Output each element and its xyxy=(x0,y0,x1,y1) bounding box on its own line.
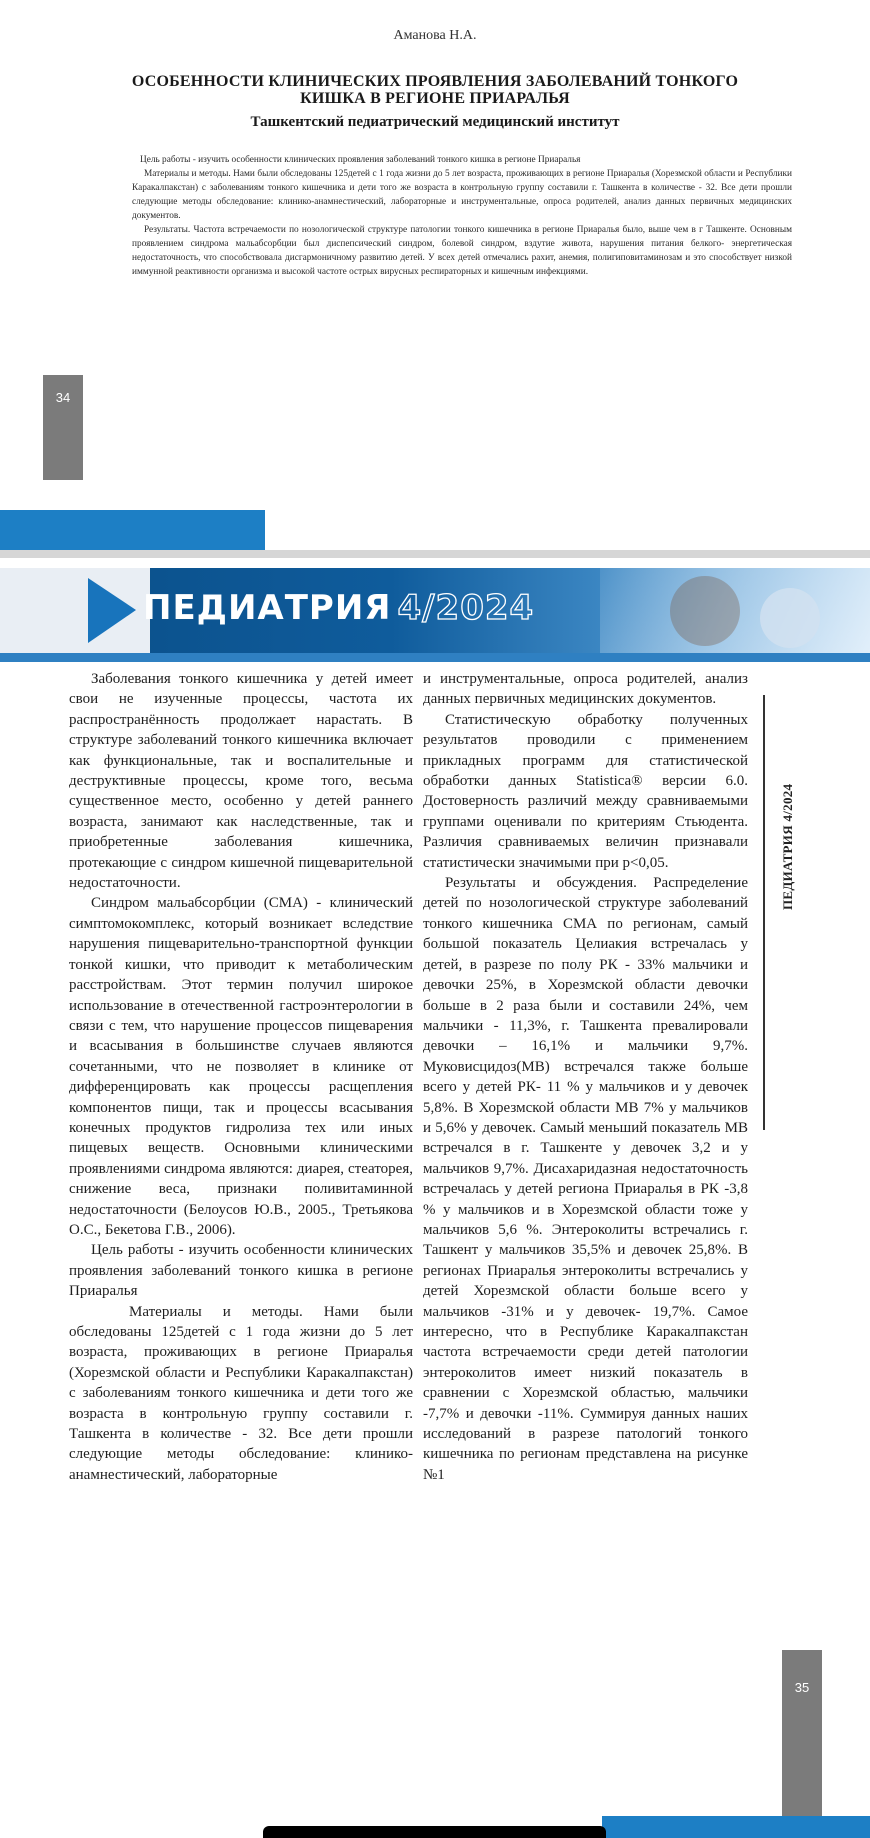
home-indicator[interactable] xyxy=(263,1826,606,1838)
side-rule xyxy=(763,695,765,1130)
paragraph: Заболевания тонкого кишечника у детей имеет свои не изученные процессы, частота их распространённость продолжает нарастать. В структуре заболеваний тонкого кишечника включает как функциональные, так и воспалительные и деструктивные процессы, кроме того, весьма существенное место, особенно у детей раннего возраста, занимают как наследственные, так и приобретенные заболевания кишечника, протекающие с синдром кишечной пищеварительной недостаточности. xyxy=(69,671,413,892)
page-number-right: 35 xyxy=(794,1680,810,1695)
abstract-goal: Цель работы - изучить особенности клинических проявления заболеваний тонкого кишка в регионе Приаралья xyxy=(140,155,581,165)
paragraph: Результаты и обсуждения. Распределение детей по нозологической структуре заболеваний тонкого кишечника СМА по регионам, самый большой показатель Целиакия встречалась у детей, в разрезе по полу РК - 33% мальчики и девочки 25%, в Хорезмской области девочки больше в 2 раза были и составили 24%, чем мальчики - 11,3%, г. Ташкента превалировали девочки – 16,1% и мальчики 9,7%. Муковисцидоз(МВ) встречался также больше всего у детей РК- 11 % у мальчиков и у девочек 5,8%. В Хорезмской области МВ 7% у мальчиков и 5,6% у девочек. Самый меньший показатель МВ встречался в г. Ташкенте у девочек 3,2 и у мальчиков 9,7%. Дисахаридазная недостаточность встречалась у детей региона Приаралья в РК -3,8 % у мальчиков и в Хорезмской области тоже у мальчиков 5,6 %. Энтероколиты встречались г. Ташкент у мальчиков 35,5% и девочек 25,8%. В регионах Приаралья энтероколиты встречались у детей Хорезмской области больше всего у мальчиков -31% и у девочек- 19,7%. Самое интересно, что в Республике Каракалпакстан частота встречаемости среди детей патологии энтероколитов имеет низкий показатель в сравнении с Хорезмской областью, мальчики -7,7% и девочки -11%. Суммируя данных наших исследований в разрезе патологий тонкого кишечника по регионам представлена на рисунке №1 xyxy=(423,875,748,1483)
paragraph: Синдром мальабсорбции (СМА) - клинический симптомокомплекс, который возникает вследствие нарушения пищеварительно-транспортной функции тонкой кишки, что приводит к метаболическим расстройствам. Этот термин получил широкое использование в отечественной гастроэнтерологии в связи с тем, что нарушение процессов пищеварения и всасывания в большинстве случаев являются сочетанными, что не позволяет в клинике от дифференцировать как процессы расщепления компонентов пищи, так и процессы всасывания конечных продуктов гидролиза тех или иных пищевых веществ. Основными клиническими проявлениями синдрома являются: диарея, стеаторея, снижение веса, признаки поливитаминной недостаточности (Белоусов Ю.В., 2005., Третьякова О.С., Бекетова Г.В., 2006). xyxy=(69,895,413,1238)
page-divider xyxy=(0,550,870,558)
paragraph: Цель работы - изучить особенности клинических проявления заболеваний тонкого кишка в регионе Приаралья xyxy=(69,1242,413,1300)
banner-photo-figure xyxy=(670,576,740,646)
footer-accent-bar xyxy=(0,510,265,550)
paragraph: Статистическую обработку полученных результатов проводили с применением прикладных программ для статистической обработки данных Statistica® версии 6.0. Достоверность различий между сравниваемыми группами оценивали по критериям Стьюдента. Различия сравниваемых величин признавали статистически значимыми при p<0,05. xyxy=(423,711,748,871)
left-column xyxy=(69,669,413,1485)
article-title-line1: ОСОБЕННОСТИ КЛИНИЧЕСКИХ ПРОЯВЛЕНИЯ ЗАБОЛЕВАНИЙ ТОНКОГО xyxy=(131,73,739,90)
paragraph: и инструментальные, опроса родителей, анализ данных первичных медицинских документов. xyxy=(423,671,748,708)
page-tab-right xyxy=(782,1650,822,1838)
journal-title xyxy=(143,588,534,628)
article-title-line2: КИШКА В РЕГИОНЕ ПРИАРАЛЬЯ xyxy=(300,90,570,107)
journal-issue: 4/2024 xyxy=(397,588,535,628)
banner-chevron-inner-shape xyxy=(88,578,136,643)
banner-bottom-stripe xyxy=(0,653,870,662)
article-title xyxy=(60,73,810,107)
paragraph: Материалы и методы. Нами были обследованы 125детей с 1 года жизни до 5 лет возраста, проживающих в регионе Приаралья (Хорезмской области и Республики Каракалпакстан) с заболеваниям тонкого кишечника и дети того же возраста в контрольную группу составили г. Ташкента в количестве - 32. Все дети прошли следующие методы обследование: клинико-анамнестический, лабораторные xyxy=(69,1303,413,1483)
page-number-left: 34 xyxy=(55,390,71,405)
banner-photo-figure xyxy=(760,588,820,648)
author-name: Аманова Н.А. xyxy=(393,28,477,43)
abstract xyxy=(132,153,792,279)
journal-name: ПЕДИАТРИЯ xyxy=(143,588,392,628)
abstract-results: Результаты. Частота встречаемости по нозологической структуре патологии тонкого кишечника в регионе Приаралья было, выше чем в г Ташкенте. Основным проявлением синдрома мальабсорбции был диспепсический синдром, болевой синдром, вздутие живота, нарушения питания белкого- энергетическая недостаточность, что способствовала дисгармоничному развитию детей. У всех детей отмечались рахит, анемия, полигиповитаминозам и это способствует низкой иммунной реактивности организма и высокой частоте острых вирусных респираторных и кишечным инфекциями. xyxy=(132,225,792,277)
side-journal-label: ПЕДИАТРИЯ 4/2024 xyxy=(780,783,795,910)
abstract-methods: Материалы и методы. Нами были обследованы 125детей с 1 года жизни до 5 лет возраста, проживающих в регионе Приаралья (Хорезмской области и Республики Каракалпакстан) с заболеваниям тонкого кишечника и дети того же возраста в контрольную группу составили г. Ташкента в количестве - 32. Все дети прошли следующие методы обследование: клинико-анамнестический, лабораторные и инструментальные, опроса родителей, анализ данных первичных медицинских документов. xyxy=(132,169,792,221)
right-column xyxy=(423,669,748,1485)
footer-accent-bar xyxy=(602,1816,870,1838)
institute-name: Ташкентский педиатрический медицинский институт xyxy=(250,114,620,130)
